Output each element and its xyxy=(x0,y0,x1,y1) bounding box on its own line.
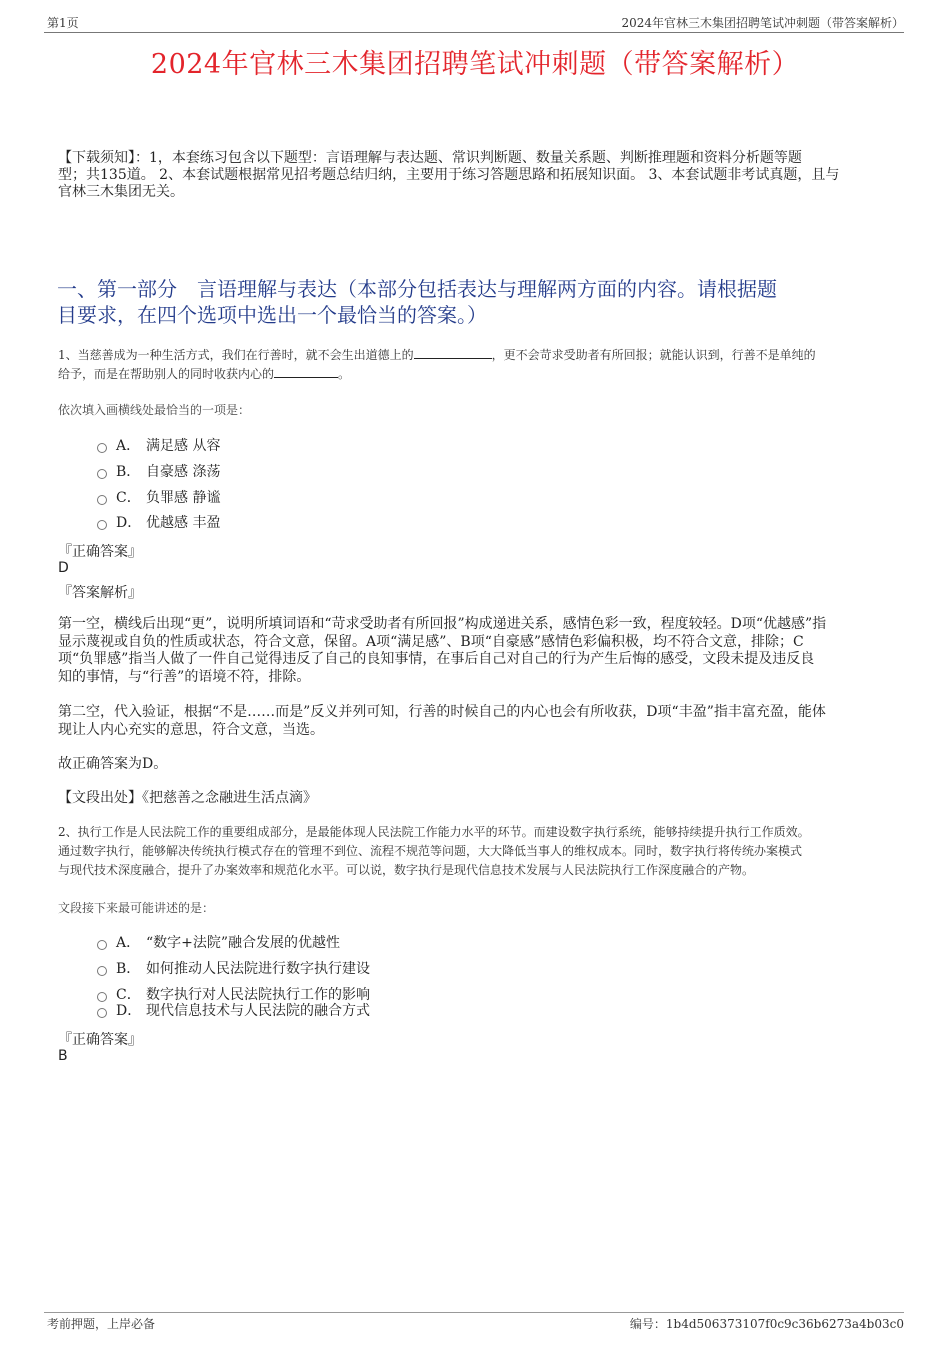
section-heading xyxy=(57,276,902,328)
footer-slogan: 考前押题，上岸必备 xyxy=(47,1317,156,1331)
q1-option-c[interactable] xyxy=(97,488,220,506)
radio-button-icon[interactable] xyxy=(97,495,107,505)
download-notice xyxy=(58,150,903,201)
option-letter: C． xyxy=(116,987,141,1003)
answer-value: B xyxy=(58,1048,68,1064)
option-text: 自豪感 涤荡 xyxy=(146,464,221,480)
analysis-line: 知的事情，与“行善”的语境不符，排除。 xyxy=(58,668,311,685)
analysis-line: 显示蔑视或自负的性质或状态，符合文意，保留。A项“满足感”、B项“自豪感”感情色彩偏积极，均不符合文意，排除；C xyxy=(58,633,804,650)
radio-button-icon[interactable] xyxy=(97,940,107,950)
header-doc-title: 2024年官林三木集团招聘笔试冲刺题（带答案解析） xyxy=(621,16,904,30)
q1-option-d[interactable] xyxy=(97,513,220,531)
analysis-paragraph xyxy=(58,616,894,686)
option-text: 现代信息技术与人民法院的融合方式 xyxy=(146,1003,370,1019)
answer-value: D xyxy=(58,560,69,576)
radio-button-icon[interactable] xyxy=(97,469,107,479)
radio-button-icon[interactable] xyxy=(97,966,107,976)
question-text: 1、当慈善成为一种生活方式，我们在行善时，就不会生出道德上的 xyxy=(58,348,414,362)
question-text: 2、执行工作是人民法院工作的重要组成部分，是最能体现人民法院工作能力水平的环节。而建设数字执行系统，能够持续提升执行工作质效。 xyxy=(58,825,810,839)
fill-blank xyxy=(414,347,492,359)
radio-button-icon[interactable] xyxy=(97,1008,107,1018)
analysis-line: 项“负罪感”指当人做了一件自己觉得违反了自己的良知事情，在事后自己对自己的行为产生后悔的感受，文段未提及违反良 xyxy=(58,651,815,667)
q2-option-d[interactable] xyxy=(97,1001,370,1019)
option-text: 负罪感 静谧 xyxy=(146,490,221,506)
option-text: “数字+法院”融合发展的优越性 xyxy=(146,935,341,951)
footer-divider xyxy=(44,1312,904,1313)
option-text: 优越感 丰盈 xyxy=(146,515,221,531)
option-text: 数字执行对人民法院执行工作的影响 xyxy=(146,987,370,1003)
question-2-text xyxy=(58,823,908,880)
analysis-line: 第二空，代入验证，根据“不是……而是”反义并列可知，行善的时候自己的内心也会有所收获，D项“丰盈”指丰富充盈，能体 xyxy=(58,704,826,720)
analysis-conclusion: 故正确答案为D。 xyxy=(58,756,168,772)
option-text: 如何推动人民法院进行数字执行建设 xyxy=(146,961,370,977)
q1-option-b[interactable] xyxy=(97,462,220,480)
page-title: 2024年官林三木集团招聘笔试冲刺题（带答案解析） xyxy=(150,49,800,80)
answer-label: 『正确答案』 xyxy=(58,1032,142,1048)
question-text: 给予，而是在帮助别人的同时收获内心的 xyxy=(58,367,275,381)
question-1-text xyxy=(58,346,898,384)
option-letter: B． xyxy=(116,464,141,480)
section-heading-line: 目要求，在四个选项中选出一个最恰当的答案。） xyxy=(57,303,487,327)
option-letter: A． xyxy=(116,438,141,454)
analysis-paragraph xyxy=(58,704,894,739)
passage-source: 【文段出处】《把慈善之念融进生活点滴》 xyxy=(58,790,317,806)
radio-button-icon[interactable] xyxy=(97,992,107,1002)
notice-line: 官林三木集团无关。 xyxy=(58,184,184,200)
question-2-prompt: 文段接下来最可能讲述的是： xyxy=(58,901,215,915)
question-text: 通过数字执行，能够解决传统执行模式存在的管理不到位、流程不规范等问题，大大降低当事人的维权成本。同时，数字执行将传统办案模式 xyxy=(58,844,803,858)
fill-blank xyxy=(274,366,338,378)
question-text: ，更不会苛求受助者有所回报；就能认识到，行善不是单纯的 xyxy=(491,348,816,362)
q2-option-a[interactable] xyxy=(97,933,340,951)
header-divider xyxy=(44,32,904,33)
section-heading-line: 一、第一部分 言语理解与表达（本部分包括表达与理解两方面的内容。请根据题 xyxy=(57,277,777,301)
option-letter: D． xyxy=(116,1003,142,1019)
analysis-label: 『答案解析』 xyxy=(58,585,142,601)
analysis-line: 现让人内心充实的意思，符合文意，当选。 xyxy=(58,721,324,738)
footer-serial: 编号：1b4d506373107f0c9c36b6273a4b03c0 xyxy=(629,1317,904,1331)
option-letter: B． xyxy=(116,961,141,977)
option-letter: A． xyxy=(116,935,141,951)
q1-option-a[interactable] xyxy=(97,436,220,454)
question-text: 。 xyxy=(338,367,351,381)
question-1-prompt: 依次填入画横线处最恰当的一项是： xyxy=(58,403,251,417)
notice-line: 型；共135道。 2、本套试题根据常见招考题总结归纳，主要用于练习答题思路和拓展知识面。 3、本套试题非考试真题，且与 xyxy=(58,167,840,183)
analysis-line: 第一空，横线后出现“更”，说明所填词语和“苛求受助者有所回报”构成递进关系，感情色彩一致，程度较轻。D项“优越感”指 xyxy=(58,616,827,632)
answer-label: 『正确答案』 xyxy=(58,544,142,560)
option-letter: D． xyxy=(116,515,142,531)
question-text: 与现代技术深度融合，提升了办案效率和规范化水平。可以说，数字执行是现代信息技术发展与人民法院执行工作深度融合的产物。 xyxy=(58,863,755,877)
radio-button-icon[interactable] xyxy=(97,443,107,453)
option-text: 满足感 从容 xyxy=(146,438,221,454)
q2-option-b[interactable] xyxy=(97,959,370,977)
option-letter: C． xyxy=(116,490,141,506)
notice-line: 【下载须知】：1，本套练习包含以下题型：言语理解与表达题、常识判断题、数量关系题、判断推理题和资料分析题等题 xyxy=(58,150,802,166)
radio-button-icon[interactable] xyxy=(97,520,107,530)
page-number: 第1页 xyxy=(47,16,79,30)
